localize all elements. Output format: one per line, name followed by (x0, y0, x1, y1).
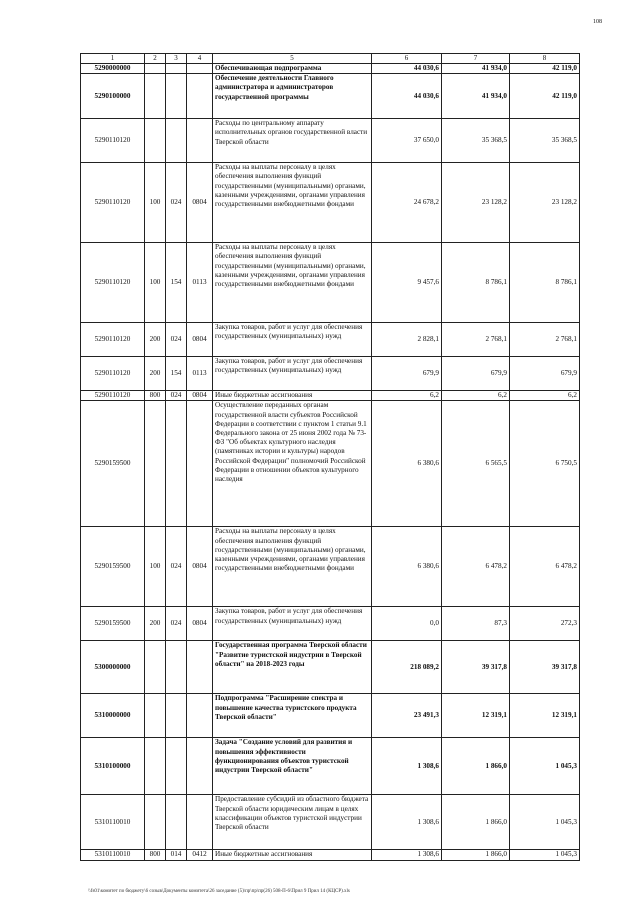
section-cell (187, 401, 213, 527)
description-cell: Государственная программа Тверской области "Развитие туристской индустрии в Тверской области" на 2018-2023 годы (213, 641, 372, 694)
code-cell: 5290110120 (81, 119, 145, 163)
amount-col8-cell: 272,3 (510, 607, 580, 641)
column-header: 3 (166, 54, 187, 64)
table-row (81, 738, 580, 795)
code-cell: 5310000000 (81, 694, 145, 738)
amount-col8-cell: 35 368,5 (510, 119, 580, 163)
file-path-footer: \\fs01\комитет по бюджету\6 созыв\Документы комитета\26 заседание (5)\пр\пр\пр(26) 508-П-6\Прил 9 Прил 14 (КЦСР).xls (88, 889, 350, 894)
ministry-cell (166, 795, 187, 850)
amount-col7-cell: 6,2 (442, 391, 510, 401)
ministry-cell (166, 74, 187, 119)
section-cell (187, 119, 213, 163)
expense-type-cell: 100 (145, 243, 166, 323)
amount-col8-cell: 2 768,1 (510, 323, 580, 357)
table-row (81, 119, 580, 163)
amount-col7-cell: 23 128,2 (442, 163, 510, 243)
amount-col7-cell: 87,3 (442, 607, 510, 641)
table-row (81, 527, 580, 607)
expense-type-cell (145, 119, 166, 163)
expense-type-cell (145, 795, 166, 850)
amount-col6-cell: 1 308,6 (372, 738, 442, 795)
table-row (81, 63, 580, 73)
amount-col6-cell: 218 089,2 (372, 641, 442, 694)
table-row (81, 243, 580, 323)
code-cell: 5300000000 (81, 641, 145, 694)
code-cell: 5310100000 (81, 738, 145, 795)
code-cell: 5290159500 (81, 527, 145, 607)
expense-type-cell: 100 (145, 527, 166, 607)
amount-col8-cell: 23 128,2 (510, 163, 580, 243)
expense-type-cell: 800 (145, 391, 166, 401)
section-cell: 0804 (187, 527, 213, 607)
expense-type-cell: 200 (145, 323, 166, 357)
ministry-cell: 014 (166, 850, 187, 860)
table-row (81, 641, 580, 694)
page-number: 108 (593, 19, 602, 25)
column-number-row (81, 54, 580, 64)
section-cell (187, 63, 213, 73)
amount-col8-cell: 1 045,3 (510, 738, 580, 795)
code-cell: 5290000000 (81, 63, 145, 73)
description-cell: Иные бюджетные ассигнования (213, 850, 372, 860)
code-cell: 5310110010 (81, 795, 145, 850)
description-cell: Осуществление переданных органам государственной власти субъектов Российской Федерации в соответствии с пунктом 1 статьи 9.1 Федерального закона от 25 июня 2002 года № 73-ФЗ "Об объектах культурного наследия (памятниках истории и культуры) народов Российской Федерации" полномочий Российской Федерации в отношении объектов культурного наследия (213, 401, 372, 527)
section-cell: 0113 (187, 357, 213, 391)
ministry-cell (166, 119, 187, 163)
column-header: 2 (145, 54, 166, 64)
code-cell: 5290110120 (81, 391, 145, 401)
column-header: 1 (81, 54, 145, 64)
description-cell: Задача "Создание условий для развития и повышения эффективности функционирования объектов туристской индустрии Тверской области" (213, 738, 372, 795)
section-cell (187, 738, 213, 795)
amount-col6-cell: 24 678,2 (372, 163, 442, 243)
amount-col6-cell: 37 650,0 (372, 119, 442, 163)
expense-type-cell (145, 63, 166, 73)
code-cell: 5290110120 (81, 323, 145, 357)
amount-col8-cell: 1 045,3 (510, 795, 580, 850)
description-cell: Расходы на выплаты персоналу в целях обеспечения выполнения функций государственными (муниципальными) органами, казенными учреждениями, органами управления государственными внебюджетными фондами (213, 243, 372, 323)
amount-col7-cell: 1 866,0 (442, 738, 510, 795)
amount-col6-cell: 23 491,3 (372, 694, 442, 738)
ministry-cell: 024 (166, 391, 187, 401)
table-row (81, 694, 580, 738)
section-cell: 0113 (187, 243, 213, 323)
section-cell (187, 74, 213, 119)
table-row (81, 850, 580, 860)
ministry-cell (166, 401, 187, 527)
amount-col7-cell: 12 319,1 (442, 694, 510, 738)
table-row (81, 391, 580, 401)
amount-col8-cell: 8 786,1 (510, 243, 580, 323)
code-cell: 5290159500 (81, 607, 145, 641)
amount-col7-cell: 6 565,5 (442, 401, 510, 527)
table-row (81, 163, 580, 243)
amount-col7-cell: 41 934,0 (442, 74, 510, 119)
amount-col6-cell: 0,0 (372, 607, 442, 641)
section-cell: 0804 (187, 391, 213, 401)
table-row (81, 795, 580, 850)
code-cell: 5290110120 (81, 163, 145, 243)
amount-col8-cell: 6 750,5 (510, 401, 580, 527)
description-cell: Подпрограмма "Расширение спектра и повышение качества туристского продукта Тверской области" (213, 694, 372, 738)
amount-col7-cell: 1 866,0 (442, 850, 510, 860)
expense-type-cell (145, 641, 166, 694)
code-cell: 5290110120 (81, 243, 145, 323)
table-row (81, 401, 580, 527)
description-cell: Закупка товаров, работ и услуг для обеспечения государственных (муниципальных) нужд (213, 323, 372, 357)
amount-col7-cell: 2 768,1 (442, 323, 510, 357)
ministry-cell (166, 694, 187, 738)
code-cell: 5290110120 (81, 357, 145, 391)
expense-type-cell (145, 74, 166, 119)
expense-type-cell (145, 738, 166, 795)
table-row (81, 323, 580, 357)
table-row (81, 357, 580, 391)
ministry-cell: 154 (166, 357, 187, 391)
amount-col7-cell: 35 368,5 (442, 119, 510, 163)
amount-col8-cell: 39 317,8 (510, 641, 580, 694)
code-cell: 5290159500 (81, 401, 145, 527)
column-header: 5 (213, 54, 372, 64)
section-cell: 0804 (187, 323, 213, 357)
section-cell: 0804 (187, 163, 213, 243)
description-cell: Обеспечивающая подпрограмма (213, 63, 372, 73)
expense-type-cell: 800 (145, 850, 166, 860)
amount-col8-cell: 42 119,0 (510, 74, 580, 119)
expense-type-cell: 200 (145, 357, 166, 391)
ministry-cell: 024 (166, 607, 187, 641)
amount-col7-cell: 1 866,0 (442, 795, 510, 850)
amount-col8-cell: 6 478,2 (510, 527, 580, 607)
expense-type-cell: 100 (145, 163, 166, 243)
ministry-cell (166, 738, 187, 795)
code-cell: 5310110010 (81, 850, 145, 860)
amount-col8-cell: 42 119,0 (510, 63, 580, 73)
section-cell: 0804 (187, 607, 213, 641)
section-cell: 0412 (187, 850, 213, 860)
section-cell (187, 641, 213, 694)
amount-col6-cell: 44 030,6 (372, 63, 442, 73)
column-header: 6 (372, 54, 442, 64)
column-header: 8 (510, 54, 580, 64)
code-cell: 5290100000 (81, 74, 145, 119)
amount-col6-cell: 44 030,6 (372, 74, 442, 119)
amount-col6-cell: 9 457,6 (372, 243, 442, 323)
amount-col7-cell: 8 786,1 (442, 243, 510, 323)
amount-col8-cell: 6,2 (510, 391, 580, 401)
amount-col6-cell: 2 828,1 (372, 323, 442, 357)
description-cell: Закупка товаров, работ и услуг для обеспечения государственных (муниципальных) нужд (213, 357, 372, 391)
column-header: 7 (442, 54, 510, 64)
amount-col6-cell: 6,2 (372, 391, 442, 401)
ministry-cell: 024 (166, 323, 187, 357)
ministry-cell: 024 (166, 163, 187, 243)
table-body (81, 63, 580, 860)
expense-type-cell (145, 694, 166, 738)
amount-col8-cell: 679,9 (510, 357, 580, 391)
description-cell: Обеспечение деятельности Главного администратора и администраторов государственной программы (213, 74, 372, 119)
amount-col6-cell: 1 308,6 (372, 795, 442, 850)
ministry-cell: 154 (166, 243, 187, 323)
amount-col7-cell: 41 934,0 (442, 63, 510, 73)
amount-col7-cell: 39 317,8 (442, 641, 510, 694)
amount-col6-cell: 6 380,6 (372, 527, 442, 607)
amount-col6-cell: 6 380,6 (372, 401, 442, 527)
amount-col8-cell: 1 045,3 (510, 850, 580, 860)
amount-col6-cell: 679,9 (372, 357, 442, 391)
ministry-cell (166, 63, 187, 73)
ministry-cell (166, 641, 187, 694)
table-row (81, 74, 580, 119)
description-cell: Расходы по центральному аппарату исполнительных органов государственной власти Тверской области (213, 119, 372, 163)
budget-table (80, 53, 580, 861)
expense-type-cell: 200 (145, 607, 166, 641)
ministry-cell: 024 (166, 527, 187, 607)
description-cell: Расходы на выплаты персоналу в целях обеспечения выполнения функций государственными (муниципальными) органами, казенными учреждениями, органами управления государственными внебюджетными фондами (213, 163, 372, 243)
description-cell: Расходы на выплаты персоналу в целях обеспечения выполнения функций государственными (муниципальными) органами, казенными учреждениями, органами управления государственными внебюджетными фондами (213, 527, 372, 607)
section-cell (187, 694, 213, 738)
amount-col6-cell: 1 308,6 (372, 850, 442, 860)
amount-col7-cell: 679,9 (442, 357, 510, 391)
amount-col7-cell: 6 478,2 (442, 527, 510, 607)
description-cell: Предоставление субсидий из областного бюджета Тверской области юридическим лицам в целях классификации объектов туристской индустрии Тверской области (213, 795, 372, 850)
description-cell: Иные бюджетные ассигнования (213, 391, 372, 401)
description-cell: Закупка товаров, работ и услуг для обеспечения государственных (муниципальных) нужд (213, 607, 372, 641)
expense-type-cell (145, 401, 166, 527)
column-header: 4 (187, 54, 213, 64)
section-cell (187, 795, 213, 850)
table-row (81, 607, 580, 641)
amount-col8-cell: 12 319,1 (510, 694, 580, 738)
